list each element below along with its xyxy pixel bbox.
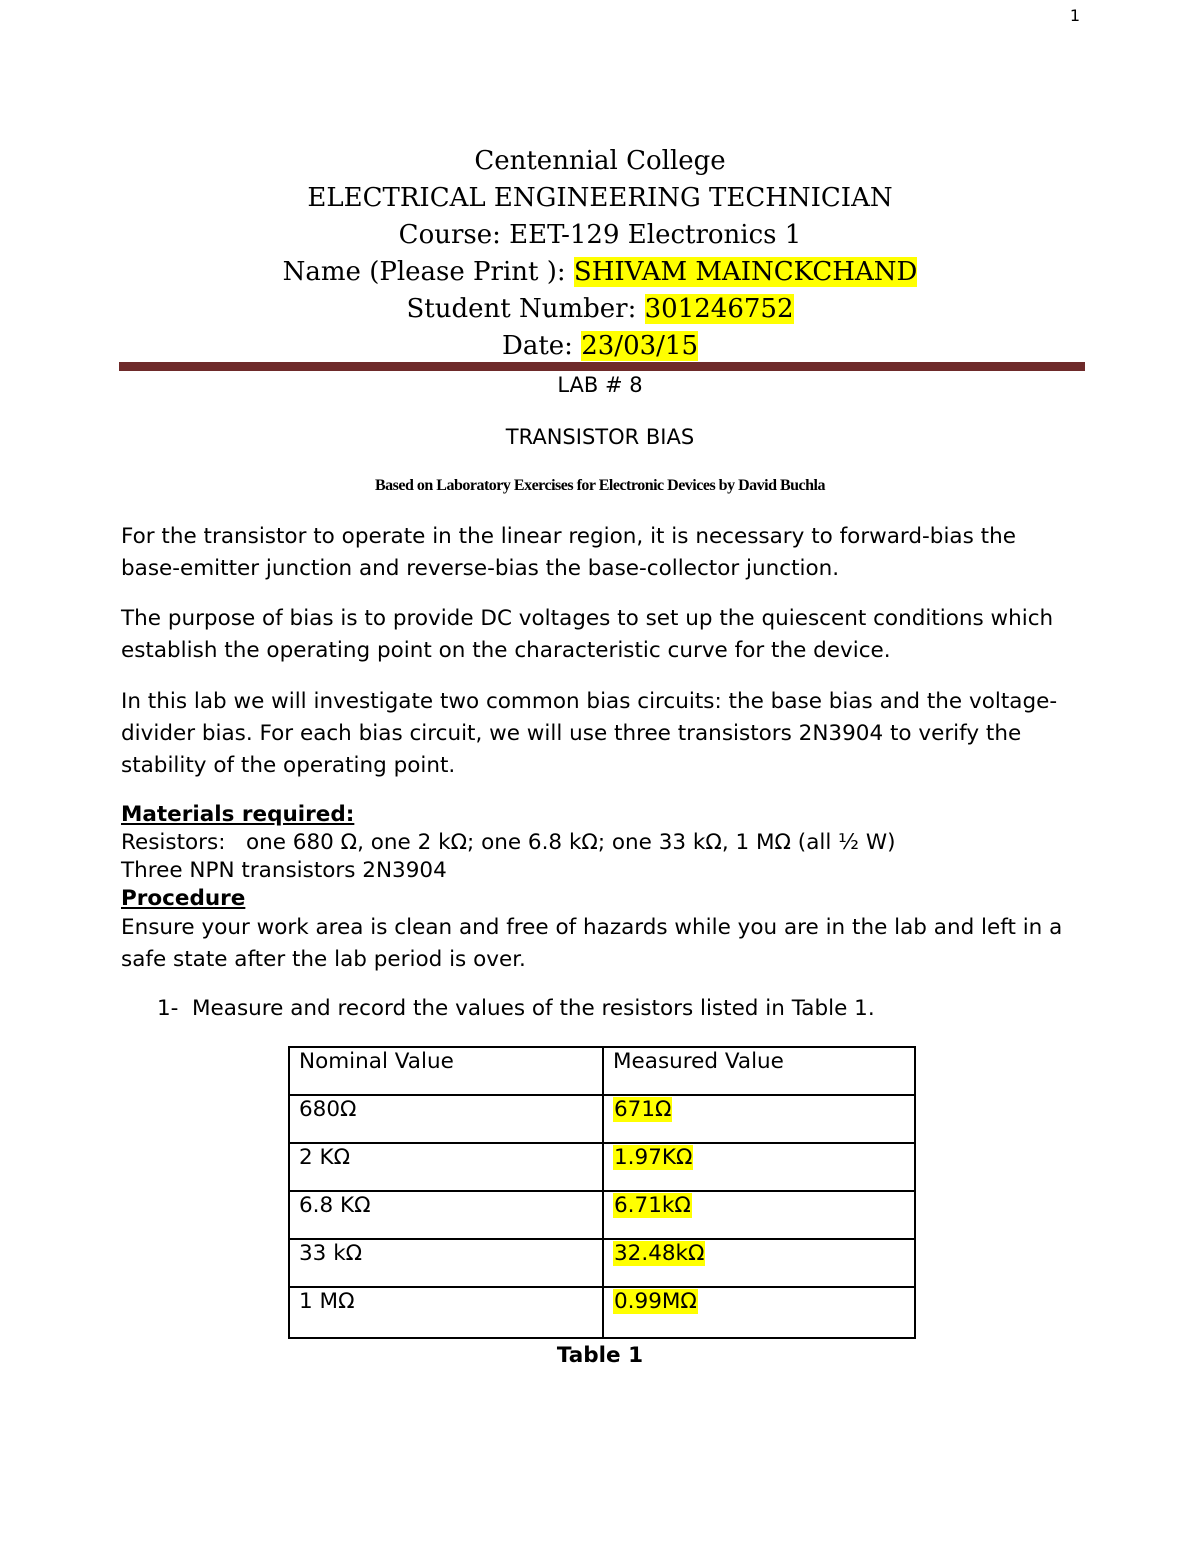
lab-title: TRANSISTOR BIAS bbox=[505, 425, 695, 449]
measured-cell bbox=[603, 1287, 915, 1338]
materials-heading: Materials required: bbox=[121, 802, 355, 827]
student-number-value: 301246752 bbox=[644, 294, 794, 324]
program-name: ELECTRICAL ENGINEERING TECHNICIAN bbox=[307, 183, 893, 213]
nominal-cell: 33 kΩ bbox=[289, 1239, 603, 1287]
date-value: 23/03/15 bbox=[581, 331, 698, 361]
date-line bbox=[0, 328, 1200, 365]
measured-value: 1.97KΩ bbox=[614, 1145, 693, 1170]
table-row bbox=[289, 1143, 915, 1191]
lab-number: LAB # 8 bbox=[557, 373, 643, 397]
nominal-cell: 680Ω bbox=[289, 1095, 603, 1143]
measured-value: 32.48kΩ bbox=[614, 1241, 705, 1266]
name-label: Name (Please Print ): bbox=[282, 257, 574, 287]
nominal-cell: 6.8 KΩ bbox=[289, 1191, 603, 1239]
table-row bbox=[289, 1239, 915, 1287]
measured-cell bbox=[603, 1095, 915, 1143]
header-measured: Measured Value bbox=[603, 1047, 915, 1095]
procedure-heading: Procedure bbox=[121, 886, 246, 911]
intro-paragraph-1: For the transistor to operate in the linear region, it is necessary to forward-bias the base-emitter junction and reverse-bias the base-collector junction. bbox=[121, 524, 1016, 581]
procedure-text: Ensure your work area is clean and free of hazards while you are in the lab and left in a safe state after the lab period is over. bbox=[121, 915, 1063, 972]
measured-cell bbox=[603, 1143, 915, 1191]
student-number-label: Student Number: bbox=[406, 294, 645, 324]
nominal-cell: 2 KΩ bbox=[289, 1143, 603, 1191]
student-number-line bbox=[0, 291, 1200, 328]
table-row bbox=[289, 1191, 915, 1239]
student-name-value: SHIVAM MAINCKCHAND bbox=[573, 257, 918, 287]
measured-value: 0.99MΩ bbox=[614, 1289, 697, 1314]
materials-transistors: Three NPN transistors 2N3904 bbox=[121, 858, 447, 883]
table-header-row bbox=[289, 1047, 915, 1095]
based-on-credit: Based on Laboratory Exercises for Electronic Devices by David Buchla bbox=[375, 477, 825, 494]
materials-section bbox=[121, 801, 1081, 913]
college-name: Centennial College bbox=[474, 146, 726, 176]
procedure-step-1 bbox=[157, 993, 875, 1025]
header-nominal: Nominal Value bbox=[289, 1047, 603, 1095]
measured-value: 671Ω bbox=[614, 1097, 672, 1122]
student-name-line bbox=[0, 254, 1200, 291]
document-header bbox=[0, 143, 1200, 365]
step-text: Measure and record the values of the resistors listed in Table 1. bbox=[192, 996, 875, 1021]
materials-resistors: Resistors: one 680 Ω, one 2 kΩ; one 6.8 kΩ; one 33 kΩ, 1 MΩ (all ½ W) bbox=[121, 830, 896, 855]
table-row bbox=[289, 1095, 915, 1143]
table-row bbox=[289, 1287, 915, 1338]
step-number: 1- bbox=[157, 996, 179, 1021]
measured-cell bbox=[603, 1239, 915, 1287]
nominal-cell: 1 MΩ bbox=[289, 1287, 603, 1338]
intro-paragraph-2: The purpose of bias is to provide DC voltages to set up the quiescent conditions which establish the operating point on the characteristic curve for the device. bbox=[121, 606, 1054, 663]
table-caption: Table 1 bbox=[556, 1343, 644, 1368]
course-name: Course: EET-129 Electronics 1 bbox=[398, 220, 802, 250]
date-label: Date: bbox=[502, 331, 582, 361]
intro-paragraph-3: In this lab we will investigate two common bias circuits: the base bias and the voltage-divider bias. For each bias circuit, we will use three transistors 2N3904 to verify the stability of the operating point. bbox=[121, 689, 1058, 778]
measured-value: 6.71kΩ bbox=[614, 1193, 691, 1218]
measured-cell bbox=[603, 1191, 915, 1239]
header-divider bbox=[119, 362, 1085, 371]
resistor-table bbox=[288, 1046, 916, 1339]
page-number: 1 bbox=[1069, 6, 1080, 25]
